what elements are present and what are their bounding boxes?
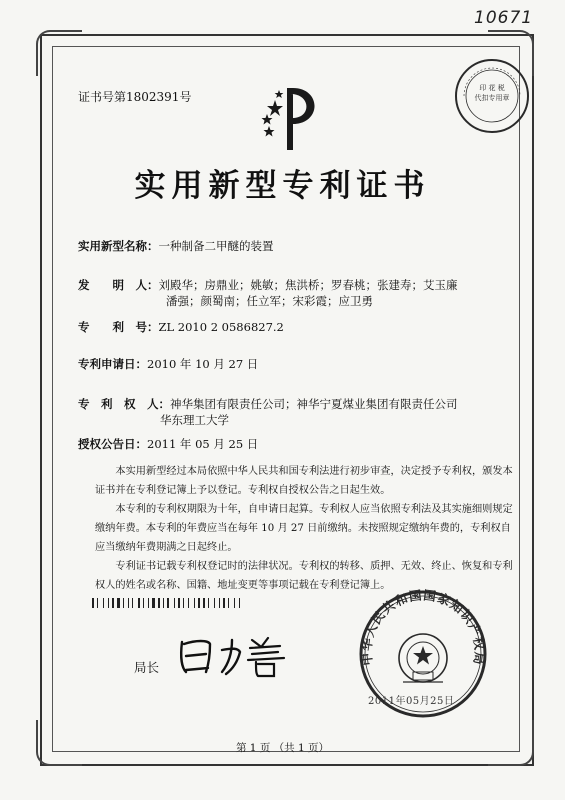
field-value: 刘殿华；房鼎业；姚敏；焦洪桥；罗春桃；张建寿；艾玉廉 <box>158 278 458 292</box>
barcode-bar <box>190 598 193 608</box>
field-value: 2010 年 10 月 27 日 <box>147 357 259 371</box>
barcode-bar <box>141 598 142 608</box>
barcode-bar <box>152 598 155 608</box>
utility-name-row <box>78 238 274 254</box>
barcode-bar <box>208 598 209 608</box>
field-value: 华东理工大学 <box>160 413 229 427</box>
barcode-bar <box>241 598 242 608</box>
barcode-bar <box>108 598 109 608</box>
barcode-bar <box>130 598 131 608</box>
body-paragraph: 本专利的专利权期限为十年，自申请日起算。专利权人应当依照专利法及其实施细则规定缴纳年费。本专利的年费应当在每年 10 月 27 日前缴纳。未按照规定缴纳年费的，专利权自应当缴纳年费期满之日起终止。 <box>95 504 513 553</box>
field-value: 潘强；颜蜀南；任立军；宋彩霞；应卫勇 <box>166 294 373 308</box>
barcode-bar <box>216 598 218 608</box>
barcode-bar <box>125 598 127 608</box>
director-label: 局长 <box>134 660 160 675</box>
barcode-bar <box>148 598 149 608</box>
barcode-bar <box>167 598 169 608</box>
svg-text:中华人民共和国国家知识产权局: 中华人民共和国国家知识产权局 <box>358 588 488 667</box>
barcode-bar <box>143 598 144 608</box>
agency-stamp <box>452 56 532 136</box>
barcode-bar <box>214 598 215 608</box>
barcode-bar <box>103 598 104 608</box>
barcode-bar <box>239 598 240 608</box>
svg-text:代扣专用章: 代扣专用章 <box>474 94 510 102</box>
seal-date: 2011年05月25日 <box>368 696 455 707</box>
filing-date-row <box>78 356 258 372</box>
barcode-bar <box>112 598 114 608</box>
barcode-bar <box>183 598 184 608</box>
barcode-bar <box>206 598 207 608</box>
barcode-bar <box>158 598 160 608</box>
barcode-bar <box>156 598 157 608</box>
barcode <box>92 598 267 608</box>
barcode-bar <box>97 598 98 608</box>
field-value: ZL 2010 2 0586827.2 <box>158 320 284 334</box>
barcode-bar <box>145 598 147 608</box>
barcode-bar <box>134 598 137 608</box>
field-label: 专 利 号： <box>78 320 159 334</box>
announcement-date-row <box>78 436 258 452</box>
barcode-bar <box>226 598 227 608</box>
barcode-bar <box>121 598 122 608</box>
barcode-bar <box>92 598 94 608</box>
field-label: 专 利 权 人： <box>78 397 170 411</box>
field-label: 专利申请日： <box>78 357 147 371</box>
field-label: 发 明 人： <box>78 278 159 292</box>
barcode-bar <box>176 598 177 608</box>
barcode-bar <box>165 598 166 608</box>
barcode-bar <box>174 598 175 608</box>
barcode-bar <box>219 598 220 608</box>
barcode-bar <box>221 598 222 608</box>
barcode-bar <box>99 598 102 608</box>
certificate-number: 证书号第1802391号 <box>78 90 192 104</box>
barcode-bar <box>236 598 238 608</box>
body-paragraph: 专利证书记载专利权登记时的法律状况。专利权的转移、质押、无效、终止、恢复和专利权人的姓名或名称、国籍、地址变更等事项记载在专利登记簿上。 <box>95 561 513 591</box>
barcode-bar <box>161 598 162 608</box>
barcode-bar <box>95 598 96 608</box>
svg-text:印 花 税: 印 花 税 <box>479 84 505 92</box>
field-label: 授权公告日： <box>78 437 147 451</box>
patentee-row-continued <box>160 412 229 428</box>
barcode-bar <box>163 598 164 608</box>
barcode-bar <box>117 598 120 608</box>
barcode-bar <box>178 598 180 608</box>
barcode-bar <box>110 598 111 608</box>
director-signature <box>176 630 296 680</box>
barcode-bar <box>150 598 151 608</box>
barcode-bar <box>105 598 107 608</box>
handwritten-note: 10671 <box>474 8 534 28</box>
barcode-bar <box>123 598 124 608</box>
patent-number-row <box>78 319 284 335</box>
barcode-bar <box>228 598 229 608</box>
barcode-bar <box>138 598 140 608</box>
barcode-bar <box>185 598 187 608</box>
page-footer: 第 1 页 （共 1 页） <box>235 742 330 754</box>
inventor-row <box>78 277 458 293</box>
field-label: 实用新型名称： <box>78 239 159 253</box>
barcode-bar <box>128 598 129 608</box>
barcode-bar <box>188 598 189 608</box>
barcode-bar <box>196 598 197 608</box>
certificate-title: 实用新型专利证书 <box>134 168 431 204</box>
barcode-bar <box>170 598 173 608</box>
barcode-bar <box>223 598 225 608</box>
barcode-bar <box>210 598 213 608</box>
body-paragraph: 本实用新型经过本局依照中华人民共和国专利法进行初步审查，决定授予专利权，颁发本证书并在专利登记簿上予以登记。专利权自授权公告之日起生效。 <box>95 466 513 496</box>
patent-office-logo <box>255 80 327 152</box>
field-value: 神华集团有限责任公司；神华宁夏煤业集团有限责任公司 <box>170 397 458 411</box>
inventor-row-continued <box>166 293 373 309</box>
barcode-bar <box>198 598 200 608</box>
corner-ornament <box>36 30 82 76</box>
barcode-bar <box>181 598 182 608</box>
barcode-bar <box>132 598 133 608</box>
certificate-body <box>95 462 515 595</box>
barcode-bar <box>115 598 116 608</box>
patentee-row <box>78 396 458 412</box>
barcode-bar <box>201 598 202 608</box>
barcode-bar <box>230 598 233 608</box>
barcode-bar <box>194 598 195 608</box>
field-value: 一种制备二甲醚的装置 <box>158 239 274 253</box>
barcode-bar <box>203 598 205 608</box>
barcode-bar <box>234 598 235 608</box>
field-value: 2011 年 05 月 25 日 <box>147 437 259 451</box>
